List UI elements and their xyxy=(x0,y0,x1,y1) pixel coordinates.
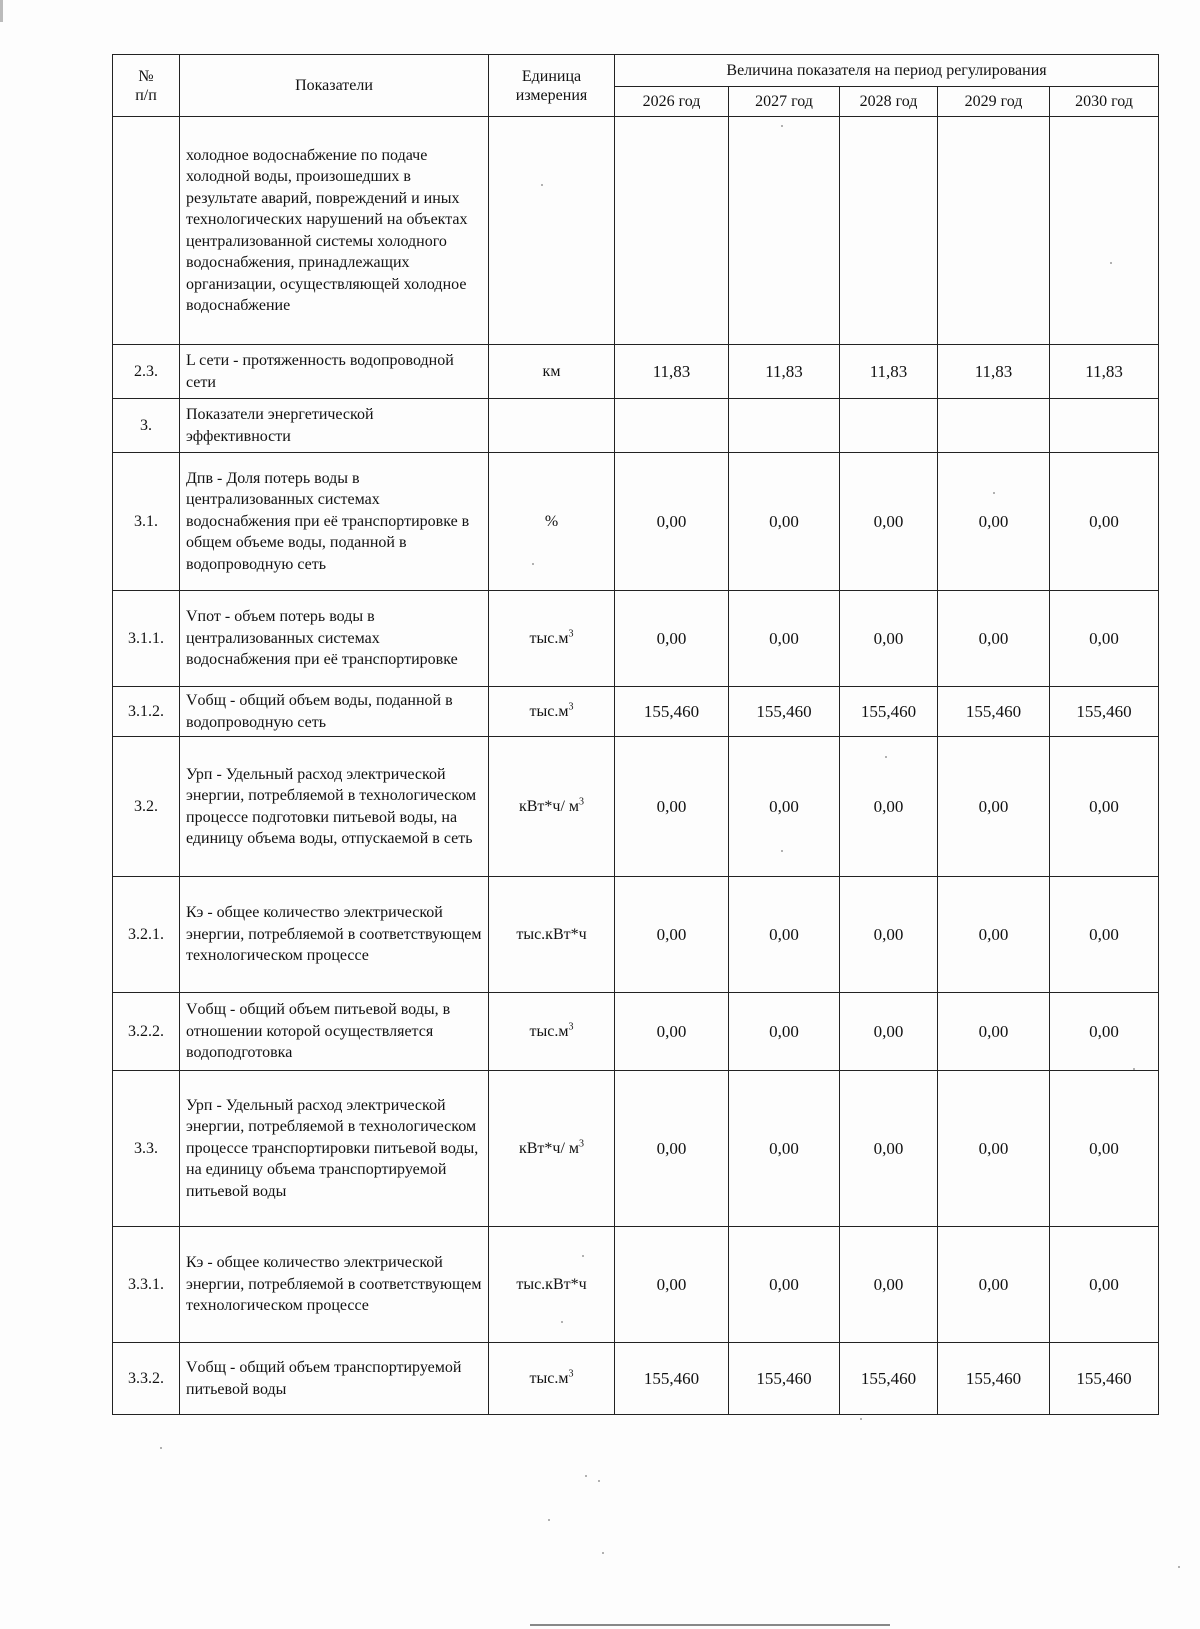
scan-speck xyxy=(1110,262,1112,264)
scan-speck xyxy=(585,1475,587,1477)
row-value: 0,00 xyxy=(615,737,729,877)
row-number: 3.3. xyxy=(113,1071,180,1227)
unit-superscript: 3 xyxy=(568,701,574,713)
indicators-table xyxy=(112,54,1159,1415)
row-value xyxy=(615,399,729,453)
table-body xyxy=(113,117,1159,1415)
row-value: 155,460 xyxy=(729,687,840,737)
row-unit xyxy=(489,1227,615,1343)
row-indicator-name: Кэ - общее количество электрической энергии, потребляемой в соответствующем технологическом процессе xyxy=(180,877,489,993)
row-value: 0,00 xyxy=(729,591,840,687)
scan-speck xyxy=(561,1321,563,1323)
table-row xyxy=(113,117,1159,345)
row-number: 3.1.2. xyxy=(113,687,180,737)
row-value xyxy=(1050,399,1159,453)
row-value: 0,00 xyxy=(1050,993,1159,1071)
row-value xyxy=(840,399,938,453)
row-value: 0,00 xyxy=(1050,591,1159,687)
row-number: 3.2. xyxy=(113,737,180,877)
unit-superscript: 3 xyxy=(579,1138,585,1150)
scan-speck xyxy=(598,1480,600,1482)
unit-text: % xyxy=(544,512,559,530)
row-value: 0,00 xyxy=(729,1071,840,1227)
row-value: 0,00 xyxy=(938,877,1050,993)
row-unit xyxy=(489,345,615,399)
header-year: 2028 год xyxy=(840,87,938,117)
header-unit: Единица измерения xyxy=(489,55,615,117)
row-value: 0,00 xyxy=(840,591,938,687)
unit-superscript: 3 xyxy=(579,796,585,808)
row-value: 0,00 xyxy=(938,993,1050,1071)
unit-superscript: 3 xyxy=(568,1368,574,1380)
table-row xyxy=(113,1071,1159,1227)
row-value: 0,00 xyxy=(615,993,729,1071)
row-value: 0,00 xyxy=(840,737,938,877)
row-number: 3. xyxy=(113,399,180,453)
row-value: 11,83 xyxy=(729,345,840,399)
row-value xyxy=(729,399,840,453)
row-value: 0,00 xyxy=(615,1071,729,1227)
row-value: 155,460 xyxy=(1050,1343,1159,1415)
row-value: 0,00 xyxy=(615,1227,729,1343)
row-unit xyxy=(489,877,615,993)
unit-text: тыс.м xyxy=(529,1369,569,1387)
row-value: 0,00 xyxy=(938,737,1050,877)
header-year: 2027 год xyxy=(729,87,840,117)
row-value: 0,00 xyxy=(729,453,840,591)
row-value: 0,00 xyxy=(1050,737,1159,877)
scan-speck xyxy=(885,756,887,758)
row-number: 3.1. xyxy=(113,453,180,591)
scan-speck xyxy=(532,563,534,565)
row-value: 0,00 xyxy=(615,591,729,687)
row-indicator-name: Показатели энергетической эффективности xyxy=(180,399,489,453)
table-row xyxy=(113,591,1159,687)
row-value: 155,460 xyxy=(840,687,938,737)
row-unit xyxy=(489,1343,615,1415)
scan-speck xyxy=(993,492,995,494)
scan-speck xyxy=(160,1447,162,1449)
page-bottom-edge xyxy=(530,1624,890,1626)
row-value xyxy=(615,117,729,345)
row-value: 0,00 xyxy=(729,877,840,993)
row-unit xyxy=(489,591,615,687)
row-value: 0,00 xyxy=(840,877,938,993)
row-value: 0,00 xyxy=(1050,453,1159,591)
row-value: 0,00 xyxy=(840,1071,938,1227)
unit-text: тыс.м xyxy=(529,629,569,647)
row-value: 0,00 xyxy=(938,591,1050,687)
row-value: 0,00 xyxy=(1050,877,1159,993)
row-value xyxy=(938,399,1050,453)
row-value: 0,00 xyxy=(729,737,840,877)
row-value xyxy=(1050,117,1159,345)
row-unit xyxy=(489,399,615,453)
unit-superscript: 3 xyxy=(568,1021,574,1033)
row-value: 0,00 xyxy=(1050,1227,1159,1343)
table-row xyxy=(113,1227,1159,1343)
table-row xyxy=(113,453,1159,591)
row-value: 155,460 xyxy=(615,1343,729,1415)
row-number: 3.2.1. xyxy=(113,877,180,993)
row-value: 155,460 xyxy=(729,1343,840,1415)
row-value xyxy=(729,117,840,345)
row-indicator-name: Vобщ - общий объем транспортируемой питьевой воды xyxy=(180,1343,489,1415)
table-row xyxy=(113,687,1159,737)
scan-speck xyxy=(602,1552,604,1554)
row-value: 155,460 xyxy=(938,1343,1050,1415)
row-value: 0,00 xyxy=(840,993,938,1071)
row-value: 0,00 xyxy=(840,453,938,591)
row-number: 3.3.2. xyxy=(113,1343,180,1415)
unit-text: тыс.м xyxy=(529,1022,569,1040)
row-unit xyxy=(489,1071,615,1227)
row-value: 155,460 xyxy=(840,1343,938,1415)
row-value: 0,00 xyxy=(840,1227,938,1343)
row-value: 155,460 xyxy=(938,687,1050,737)
header-year: 2029 год xyxy=(938,87,1050,117)
scan-speck xyxy=(548,1519,550,1521)
row-number: 3.1.1. xyxy=(113,591,180,687)
unit-text: тыс.кВт*ч xyxy=(516,925,587,943)
row-value xyxy=(938,117,1050,345)
row-value xyxy=(840,117,938,345)
scan-edge-mark xyxy=(0,0,3,22)
row-indicator-name: Урп - Удельный расход электрической энергии, потребляемой в технологическом процессе транспортировки питьевой воды, на единицу объема транспортируемой питьевой воды xyxy=(180,1071,489,1227)
row-indicator-name: Vпот - объем потерь воды в централизованных системах водоснабжения при её транспортировке xyxy=(180,591,489,687)
table-row xyxy=(113,345,1159,399)
row-value: 0,00 xyxy=(938,453,1050,591)
row-value: 0,00 xyxy=(1050,1071,1159,1227)
row-value: 0,00 xyxy=(615,453,729,591)
row-indicator-name: L сети - протяженность водопроводной сети xyxy=(180,345,489,399)
scan-speck xyxy=(541,184,543,186)
unit-text: км xyxy=(542,362,561,380)
row-value: 11,83 xyxy=(1050,345,1159,399)
row-unit xyxy=(489,453,615,591)
row-value: 0,00 xyxy=(938,1071,1050,1227)
row-number: 3.2.2. xyxy=(113,993,180,1071)
row-indicator-name: Vобщ - общий объем питьевой воды, в отношении которой осуществляется водоподготовка xyxy=(180,993,489,1071)
scan-speck xyxy=(1133,1068,1135,1070)
row-value: 0,00 xyxy=(729,1227,840,1343)
row-number: 2.3. xyxy=(113,345,180,399)
row-indicator-name: Урп - Удельный расход электрической энергии, потребляемой в технологическом процессе подготовки питьевой воды, на единицу объема воды, отпускаемой в сеть xyxy=(180,737,489,877)
unit-text: тыс.м xyxy=(529,702,569,720)
header-indicators: Показатели xyxy=(180,55,489,117)
scan-speck xyxy=(860,1418,862,1420)
row-number xyxy=(113,117,180,345)
row-indicator-name: Дпв - Доля потерь воды в централизованных системах водоснабжения при её транспортировке в общем объеме воды, поданной в водопроводную сеть xyxy=(180,453,489,591)
table-row xyxy=(113,399,1159,453)
row-value: 155,460 xyxy=(615,687,729,737)
header-year: 2030 год xyxy=(1050,87,1159,117)
row-unit xyxy=(489,993,615,1071)
row-unit xyxy=(489,737,615,877)
row-value: 155,460 xyxy=(1050,687,1159,737)
row-unit xyxy=(489,117,615,345)
row-indicator-name: Кэ - общее количество электрической энергии, потребляемой в соответствующем технологическом процессе xyxy=(180,1227,489,1343)
row-indicator-name: Vобщ - общий объем воды, поданной в водопроводную сеть xyxy=(180,687,489,737)
row-value: 0,00 xyxy=(615,877,729,993)
row-unit xyxy=(489,687,615,737)
row-value: 11,83 xyxy=(840,345,938,399)
row-value: 11,83 xyxy=(615,345,729,399)
scan-speck xyxy=(781,850,783,852)
table-row xyxy=(113,993,1159,1071)
unit-text: тыс.кВт*ч xyxy=(516,1275,587,1293)
scan-speck xyxy=(582,1255,584,1257)
scan-speck xyxy=(1178,1566,1180,1568)
row-number: 3.3.1. xyxy=(113,1227,180,1343)
unit-text: кВт*ч/ м xyxy=(518,1139,580,1157)
table-row xyxy=(113,737,1159,877)
row-value: 11,83 xyxy=(938,345,1050,399)
header-year: 2026 год xyxy=(615,87,729,117)
header-number: № п/п xyxy=(113,55,180,117)
header-period: Величина показателя на период регулирования xyxy=(615,55,1159,87)
unit-superscript: 3 xyxy=(568,628,574,640)
table-row xyxy=(113,877,1159,993)
row-indicator-name: холодное водоснабжение по подаче холодной воды, произошедших в результате аварий, повреждений и иных технологических нарушений на объектах централизованной системы холодного водоснабжения, принадлежащих организации, осуществляющей холодное водоснабжение xyxy=(180,117,489,345)
unit-text: кВт*ч/ м xyxy=(518,797,580,815)
table-row xyxy=(113,1343,1159,1415)
row-value: 0,00 xyxy=(729,993,840,1071)
row-value: 0,00 xyxy=(938,1227,1050,1343)
scan-speck xyxy=(781,125,783,127)
